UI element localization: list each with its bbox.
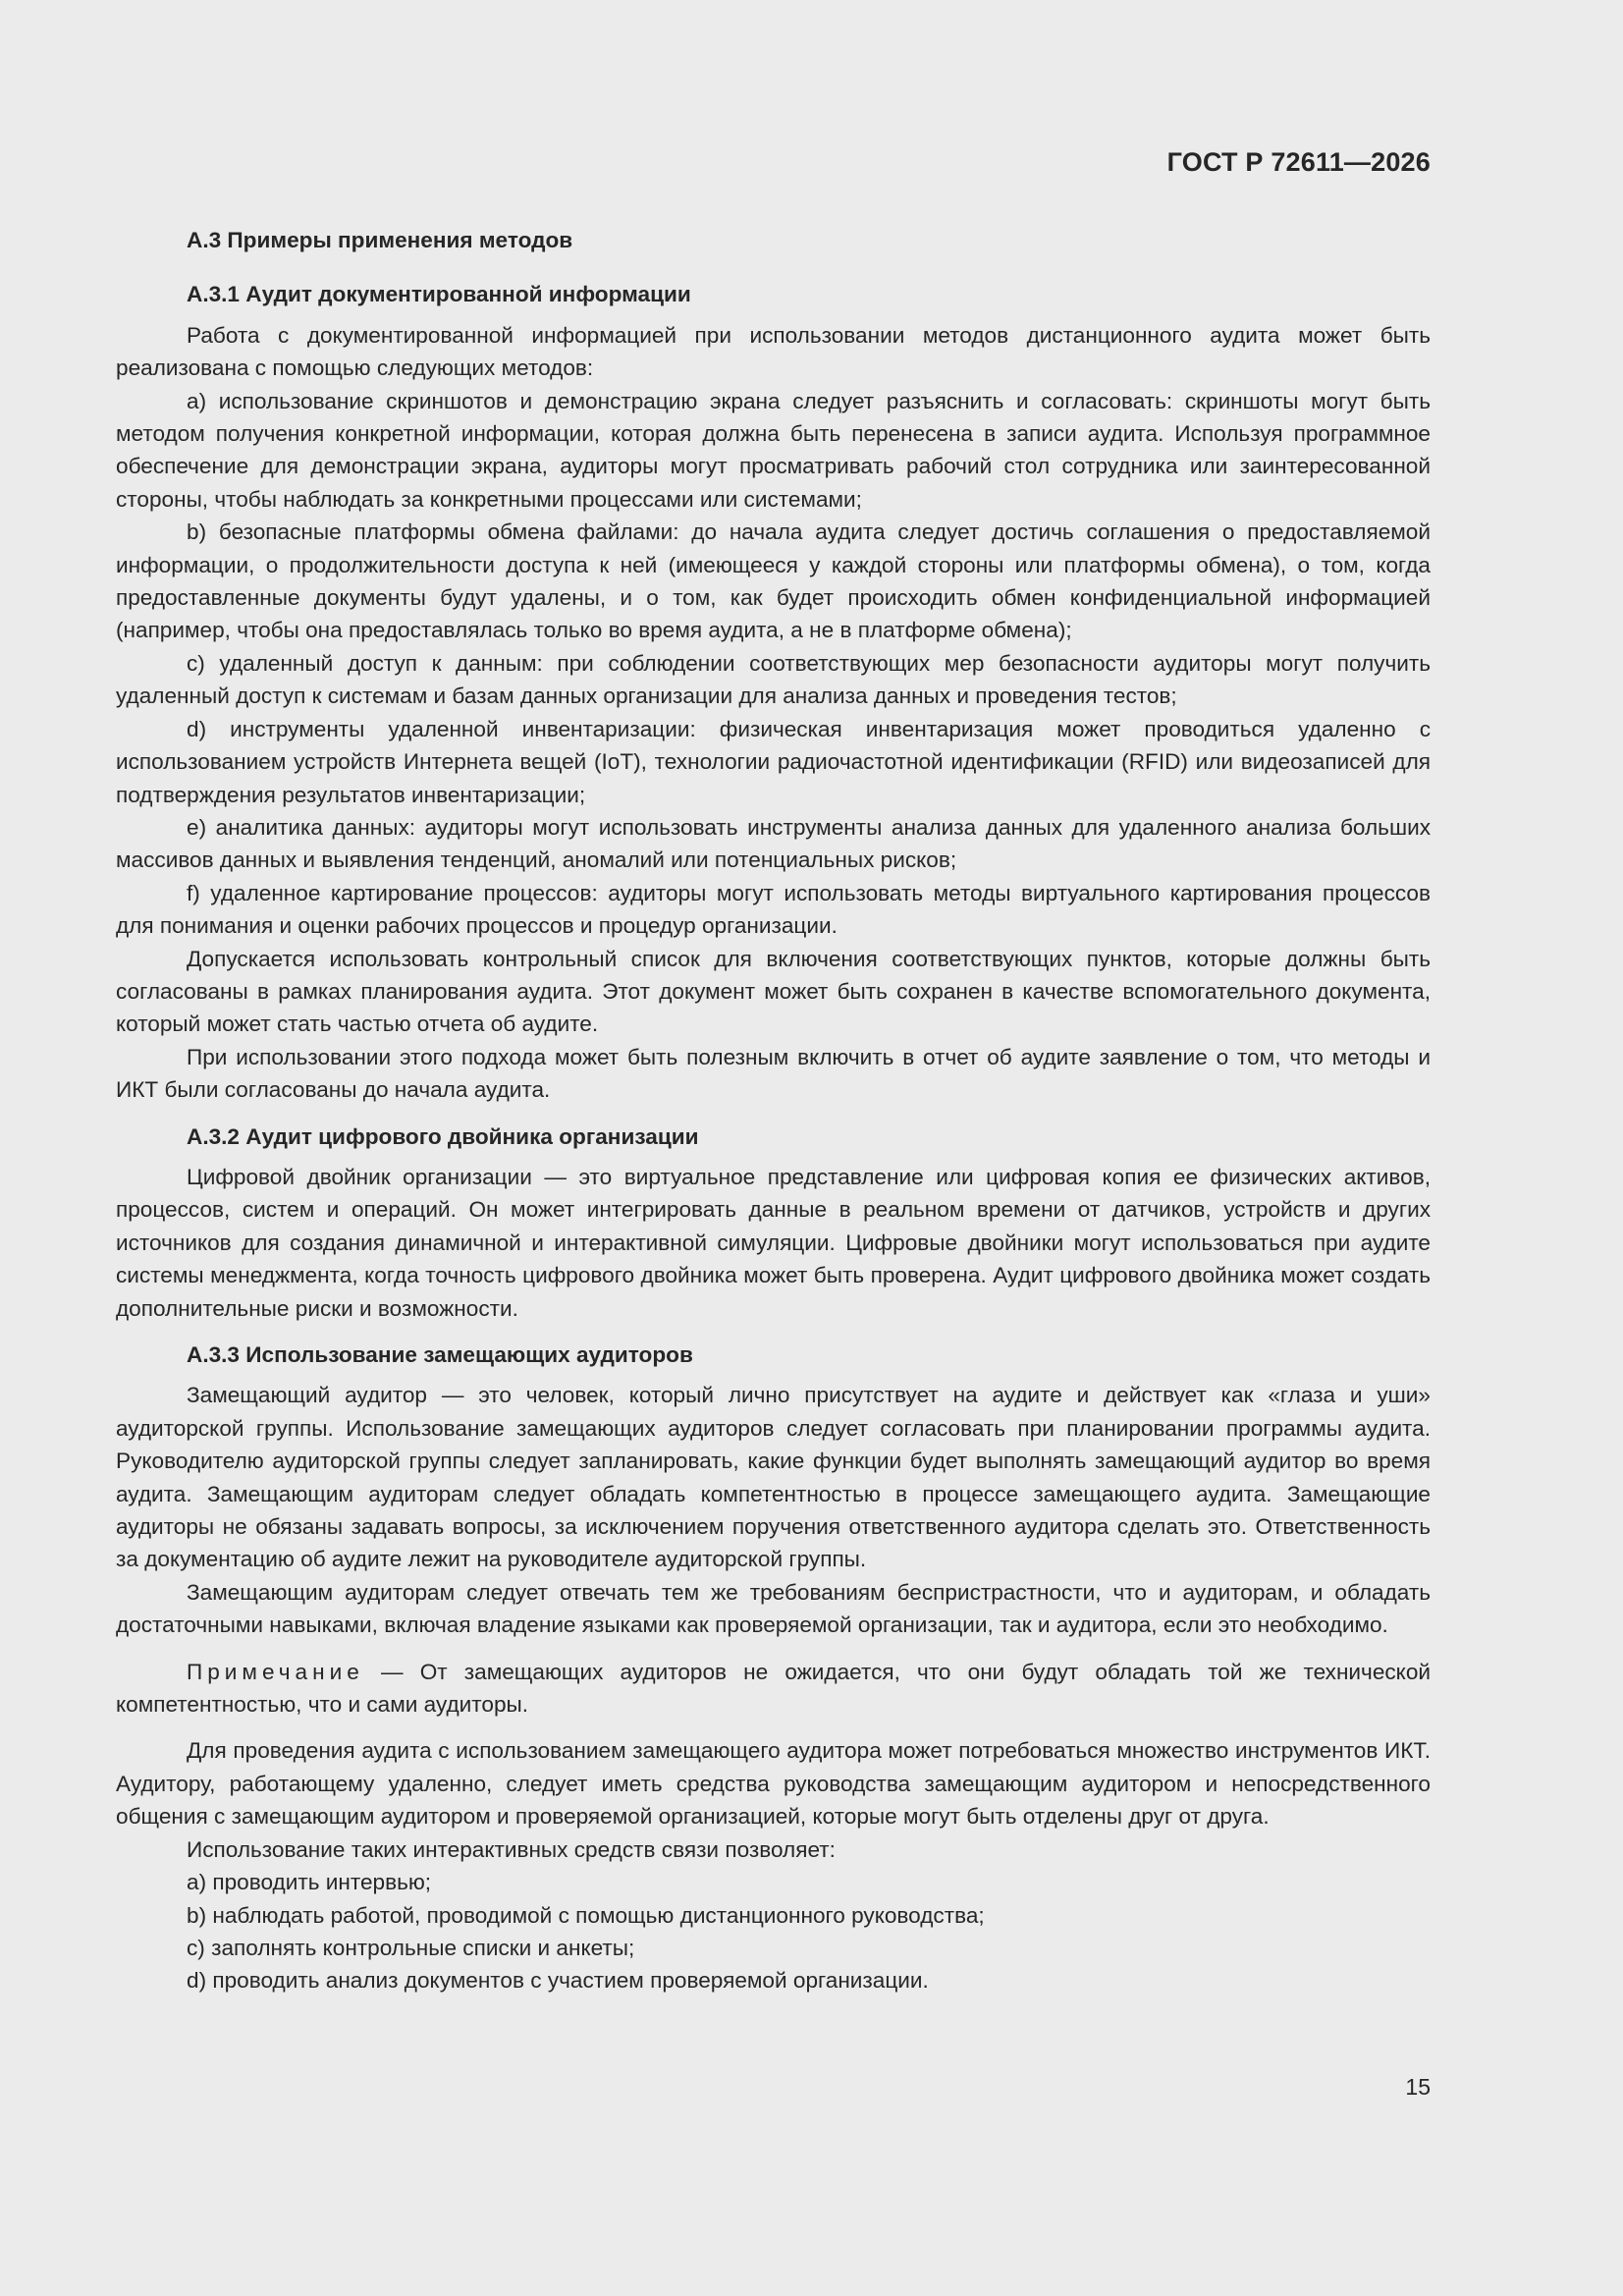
note bbox=[116, 1656, 1431, 1722]
note-text: — От замещающих аудиторов не ожидается, что они будут обладать той же технической компетентностью, что и сами аудиторы. bbox=[116, 1659, 1431, 1718]
list-item: c) заполнять контрольные списки и анкеты; bbox=[187, 1935, 635, 1960]
paragraph: Использование таких интерактивных средств связи позволяет: bbox=[187, 1836, 836, 1862]
paragraph: Допускается использовать контрольный список для включения соответствующих пунктов, которые должны быть согласованы в рамках планирования аудита. Этот документ может быть сохранен в качестве вспомогательного документа, который может стать частью отчета об аудите. bbox=[116, 946, 1431, 1037]
section-heading-a3: А.3 Примеры применения методов bbox=[187, 228, 573, 252]
list-item: f) удаленное картирование процессов: аудиторы могут использовать методы виртуального картирования процессов для понимания и оценки рабочих процессов и процедур организации. bbox=[116, 880, 1431, 939]
paragraph: Замещающий аудитор — это человек, который лично присутствует на аудите и действует как «глаза и уши» аудиторской группы. Использование замещающих аудиторов следует согласовать при планировании программы аудита. Руководителю аудиторской группы следует запланировать, какие функции будет выполнять замещающий аудитор во время аудита. Замещающим аудиторам следует обладать компетентностью в процессе замещающего аудита. Замещающие аудиторы не обязаны задавать вопросы, за исключением поручения ответственного аудитора сделать это. Ответственность за документацию об аудите лежит на руководителе аудиторской группы. bbox=[116, 1383, 1431, 1572]
section-heading-a33: А.3.3 Использование замещающих аудиторов bbox=[187, 1342, 693, 1367]
paragraph: Цифровой двойник организации — это виртуальное представление или цифровая копия ее физических активов, процессов, систем и операций. Он может интегрировать данные в реальном времени от датчиков, устройств и других источников для создания динамичной и интерактивной симуляции. Цифровые двойники могут использоваться при аудите системы менеджмента, когда точность цифрового двойника может быть проверена. Аудит цифрового двойника может создать дополнительные риски и возможности. bbox=[116, 1164, 1431, 1321]
methods-list bbox=[116, 385, 1431, 943]
list-item: d) инструменты удаленной инвентаризации: физическая инвентаризация может проводиться удаленно с использованием устройств Интернета вещей (IoT), технологии радиочастотной идентификации (RFID) или видеозаписей для подтверждения результатов инвентаризации; bbox=[116, 716, 1431, 807]
list-item: b) безопасные платформы обмена файлами: до начала аудита следует достичь соглашения о предоставляемой информации, о продолжительности доступа к ней (имеющееся у каждой стороны или платформы обмена), о том, когда предоставленные документы будут удалены, и о том, как будет происходить обмен конфиденциальной информацией (например, чтобы она предоставлялась только во время аудита, а не в платформе обмена); bbox=[116, 519, 1431, 643]
list-item: c) удаленный доступ к данным: при соблюдении соответствующих мер безопасности аудиторы могут получить удаленный доступ к системам и базам данных организации для анализа данных и проведения тестов; bbox=[116, 650, 1431, 709]
list-item: b) наблюдать работой, проводимой с помощью дистанционного руководства; bbox=[187, 1902, 985, 1928]
list-item: e) аналитика данных: аудиторы могут использовать инструменты анализа данных для удаленного анализа больших массивов данных и выявления тенденций, аномалий или потенциальных рисков; bbox=[116, 814, 1431, 873]
page-content bbox=[116, 224, 1431, 1997]
document-designation: ГОСТ Р 72611—2026 bbox=[1166, 147, 1431, 177]
paragraph: Работа с документированной информацией при использовании методов дистанционного аудита может быть реализована с помощью следующих методов: bbox=[116, 322, 1431, 381]
list-item: d) проводить анализ документов с участием проверяемой организации. bbox=[187, 1968, 929, 1994]
page-number: 15 bbox=[1405, 2074, 1431, 2100]
paragraph: При использовании этого подхода может быть полезным включить в отчет об аудите заявление о том, что методы и ИКТ были согласованы до начала аудита. bbox=[116, 1044, 1431, 1103]
list-item: a) использование скриншотов и демонстрацию экрана следует разъяснить и согласовать: скриншоты могут быть методом получения конкретной информации, которая должна быть перенесена в записи аудита. Используя программное обеспечение для демонстрации экрана, аудиторы могут просматривать рабочий стол сотрудника или заинтересованной стороны, чтобы наблюдать за конкретными процессами или системами; bbox=[116, 388, 1431, 512]
list-item: a) проводить интервью; bbox=[187, 1870, 432, 1895]
section-heading-a32: А.3.2 Аудит цифрового двойника организации bbox=[187, 1123, 699, 1149]
section-heading-a31: А.3.1 Аудит документированной информации bbox=[187, 282, 691, 307]
paragraph: Для проведения аудита с использованием замещающего аудитора может потребоваться множество инструментов ИКТ. Аудитору, работающему удаленно, следует иметь средства руководства замещающим аудитором и непосредственного общения с замещающим аудитором и проверяемой организацией, которые могут быть отделены друг от друга. bbox=[116, 1738, 1431, 1830]
note-label: Примечание bbox=[187, 1659, 364, 1684]
paragraph: Замещающим аудиторам следует отвечать тем же требованиям беспристрастности, что и аудиторам, и обладать достаточными навыками, включая владение языками как проверяемой организации, так и аудитора, если это необходимо. bbox=[116, 1579, 1431, 1638]
capabilities-list bbox=[116, 1866, 1431, 1997]
